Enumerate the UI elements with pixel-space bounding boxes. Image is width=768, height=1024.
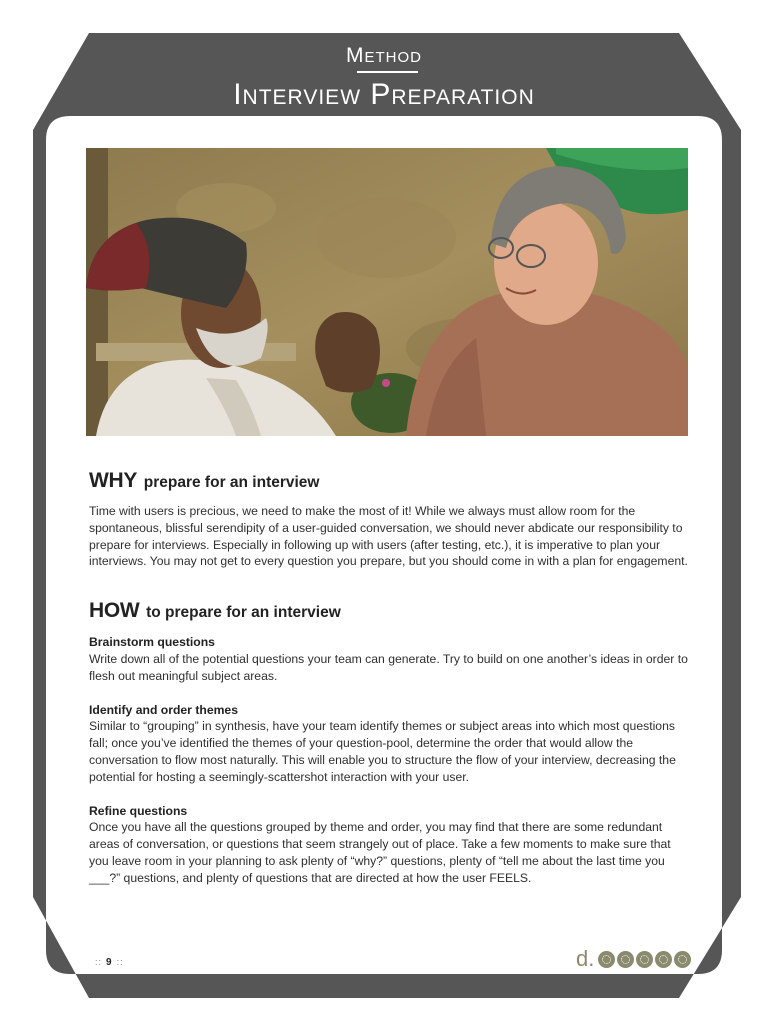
how-item-refine xyxy=(89,803,689,887)
why-heading xyxy=(89,466,689,494)
photo-two-men-talking xyxy=(86,148,688,436)
why-heading-small: prepare for an interview xyxy=(143,474,320,491)
how-item-body: Once you have all the questions grouped by theme and order, you may find that there are some redundant areas of conversation, or questions that seem strangely out of place. Take a few moments to make sure that you leave room in your planning to ask plenty of “why?” questions, plenty of “tell me about the last time you ___?” questions, and plenty of questions that are directed at how the user FEELS. xyxy=(89,820,671,885)
page-deco-left: :: xyxy=(95,957,103,967)
how-item-body: Write down all of the potential questions your team can generate. Try to build on one another’s ideas in order to flesh out meaningful subject areas. xyxy=(89,651,688,683)
logo-circle-icon xyxy=(636,951,653,968)
how-item-title: Brainstorm questions xyxy=(89,635,215,650)
article-body xyxy=(89,462,689,904)
how-heading xyxy=(89,596,689,624)
how-item-body: Similar to “grouping” in synthesis, have your team identify themes or subject areas into which most questions fall; once you’ve identified the themes of your question-pool, determine the order that would allow the conversation to flow most naturally. This will enable you to structure the flow of your interview, decreasing the potential for hosting a seemingly-scattershot interaction with your user. xyxy=(89,719,676,784)
how-item-title: Refine questions xyxy=(89,803,188,818)
logo-letter: d. xyxy=(576,946,595,971)
dschool-logo-icon xyxy=(576,946,691,972)
page-deco-right: :: xyxy=(116,957,124,967)
why-paragraph: Time with users is precious, we need to make the most of it! While we always must allow room for the spontaneous, blissful serendipity of a user-guided conversation, we should never abdicate our responsibility to prepare for interviews. Especially in following up with users (after testing, etc.), it is imperative to plan your interviews. You may not get to every question you prepare, but you should come in with a plan for engagement. xyxy=(89,504,688,569)
interview-photo xyxy=(86,148,688,436)
page-title: Interview Preparation xyxy=(233,78,535,111)
page-number-value: 9 xyxy=(106,957,113,968)
logo-circle-icon xyxy=(674,951,691,968)
how-heading-big: HOW xyxy=(89,599,140,623)
logo-circle-icon xyxy=(617,951,634,968)
why-heading-big: WHY xyxy=(89,469,138,492)
logo-circle-icon xyxy=(655,951,672,968)
page-number xyxy=(95,957,124,968)
kicker-underline xyxy=(357,71,418,73)
how-heading-small: to prepare for an interview xyxy=(146,604,341,622)
section-kicker: Method xyxy=(346,44,422,67)
how-item-themes xyxy=(89,702,689,786)
how-item-title: Identify and order themes xyxy=(89,702,238,717)
how-item-brainstorm xyxy=(89,634,689,684)
logo-circle-icon xyxy=(598,951,615,968)
